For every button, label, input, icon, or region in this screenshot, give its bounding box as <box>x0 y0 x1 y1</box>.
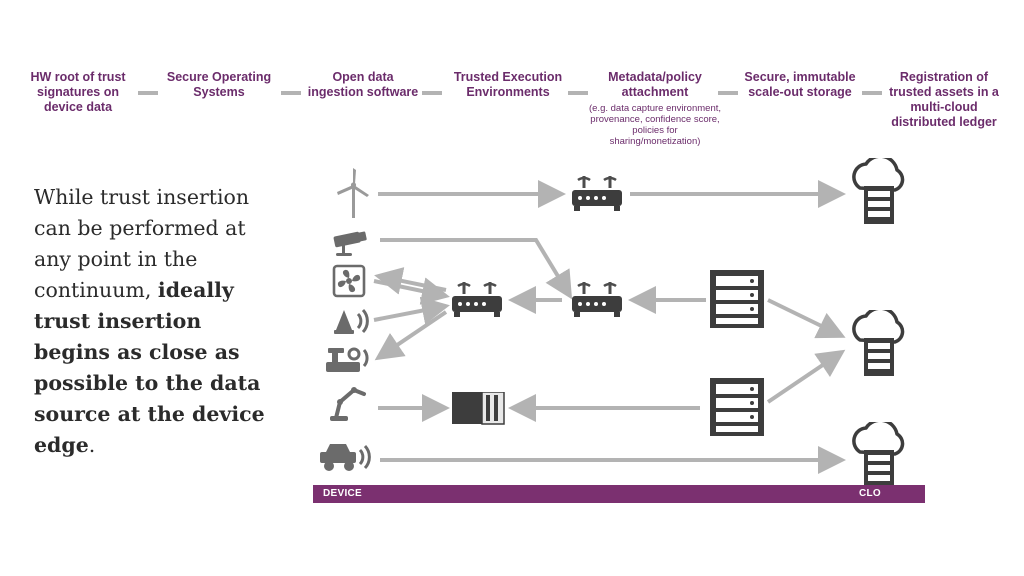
stage-separator-dash <box>718 91 738 95</box>
stage-separator-dash <box>422 91 442 95</box>
stage-trusted-execution <box>448 70 568 100</box>
cloud-storage-icon <box>846 310 912 380</box>
machine-press-icon <box>324 344 378 376</box>
narrative-lead: While trust insertion can be performed at any point in the continuum, <box>34 185 250 302</box>
server-rack-icon <box>710 270 766 330</box>
stage-registration-ledger <box>880 70 1008 130</box>
stage-sublabel: (e.g. data capture environment, provenance, confidence score, policies for sharing/monetization) <box>588 103 722 147</box>
link-gateway-to-hvac <box>378 276 446 290</box>
security-camera-icon <box>330 226 376 258</box>
server-rack-icon <box>710 378 766 438</box>
wind-turbine-icon <box>332 168 376 218</box>
router-gateway-icon <box>568 172 626 214</box>
stage-label: HW root of trust signatures on device data <box>30 70 126 114</box>
cloud-storage-icon <box>846 422 912 492</box>
stage-label: Open data ingestion software <box>307 70 419 99</box>
continuum-band <box>313 485 925 503</box>
router-gateway-icon <box>568 278 626 320</box>
link-rack-low-to-cloud-mid <box>768 352 842 402</box>
robot-arm-icon <box>328 384 376 422</box>
wireless-sensor-icon <box>330 304 376 338</box>
link-gateway-to-press <box>378 312 446 358</box>
stage-hw-root-of-trust <box>18 70 138 115</box>
stage-label: Secure Operating Systems <box>166 70 272 99</box>
link-sensor-to-gateway <box>374 306 446 320</box>
narrative-tail: . <box>88 433 96 457</box>
plc-controller-icon <box>452 392 506 426</box>
stage-open-data-ingestion <box>305 70 421 100</box>
narrative-emphasis: ideally trust insertion begins as close as possible to the data source at the device edge <box>34 278 265 457</box>
stage-secure-os <box>158 70 280 100</box>
stage-metadata-policy <box>588 70 722 147</box>
band-cloud-label: CLO <box>858 488 881 499</box>
stage-label: Metadata/policy attachment <box>608 70 702 99</box>
stage-label: Trusted Execution Environments <box>453 70 563 99</box>
stage-separator-dash <box>138 91 158 95</box>
stage-label: Registration of trusted assets in a multi-cloud distributed ledger <box>889 70 999 129</box>
narrative-text <box>34 182 279 461</box>
stage-label: Secure, immutable scale-out storage <box>744 70 856 99</box>
band-device-label: DEVICE <box>323 488 363 499</box>
hvac-fan-icon <box>332 264 370 300</box>
router-gateway-icon <box>448 278 506 320</box>
cloud-storage-icon <box>846 158 912 228</box>
connected-vehicle-icon <box>316 438 376 474</box>
link-hvac-to-gateway <box>374 281 446 296</box>
stage-separator-dash <box>862 91 882 95</box>
link-rack-mid-to-cloud-mid <box>768 300 842 336</box>
stage-separator-dash <box>281 91 301 95</box>
stage-separator-dash <box>568 91 588 95</box>
stage-secure-storage <box>738 70 862 100</box>
